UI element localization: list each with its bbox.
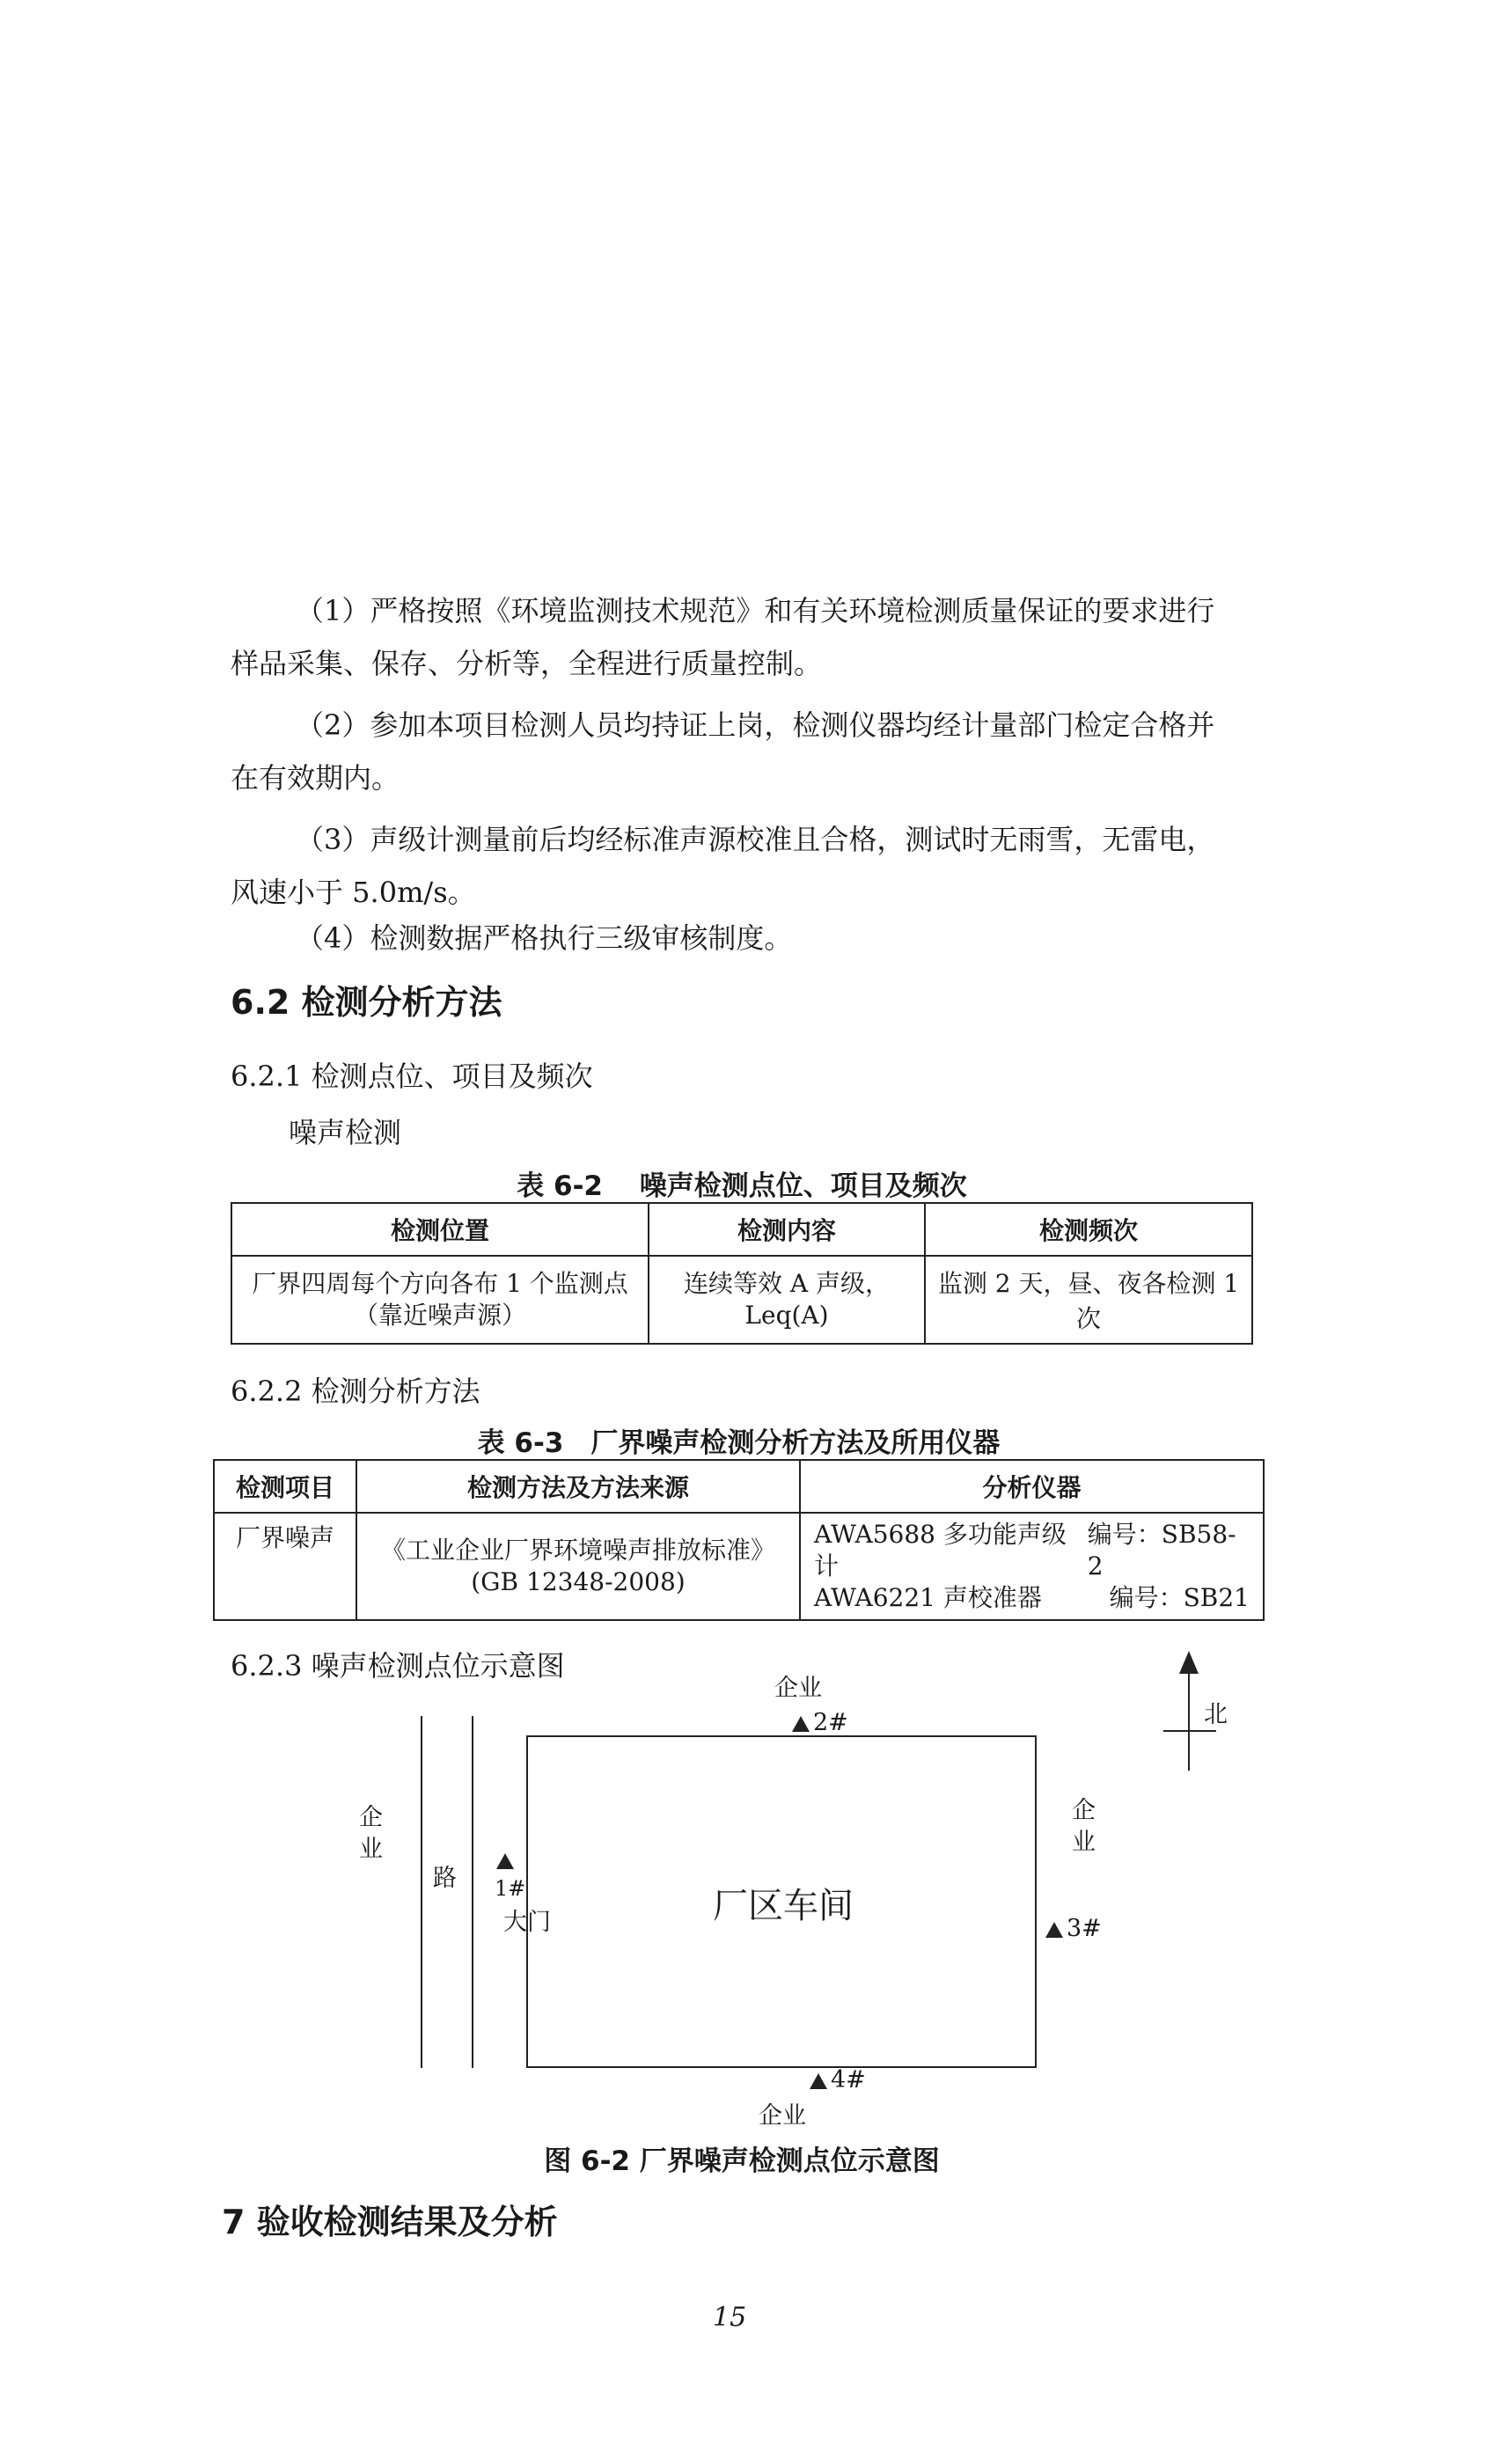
section-heading-7: 7 验收检测结果及分析 — [222, 2203, 558, 2241]
north-arrow-shaft — [1188, 1672, 1190, 1771]
table-header: 检测项目 — [214, 1460, 356, 1513]
table-header: 检测位置 — [231, 1203, 649, 1256]
qc-item-2-line1: （2）参加本项目检测人员均持证上岗，检测仪器均经计量部门检定合格并 — [296, 708, 1215, 742]
section-heading-6-2: 6.2 检测分析方法 — [231, 983, 502, 1022]
page-number: 15 — [713, 2302, 747, 2333]
map-point-2: 2# — [792, 1709, 848, 1736]
triangle-marker-icon — [810, 2073, 827, 2089]
section-heading-6-2-2: 6.2.2 检测分析方法 — [231, 1375, 480, 1408]
figure-6-2-caption: 图 6-2 厂界噪声检测点位示意图 — [544, 2145, 940, 2177]
position-line2: （靠近噪声源） — [353, 1301, 526, 1330]
instrument-2-name: AWA6221 声校准器 — [814, 1583, 1042, 1612]
map-enterprise-south: 企业 — [759, 2102, 806, 2130]
road-line-left — [421, 1716, 422, 2068]
method-line2: (GB 12348-2008) — [471, 1567, 686, 1596]
map-enterprise-west: 企 业 — [359, 1804, 383, 1863]
map-road-label: 路 — [433, 1865, 457, 1892]
table-header: 检测频次 — [925, 1203, 1252, 1256]
map-gate-label: 大门 — [503, 1909, 551, 1936]
qc-item-1-line1: （1）严格按照《环境监测技术规范》和有关环境检测质量保证的要求进行 — [296, 594, 1215, 627]
map-enterprise-east: 企 业 — [1072, 1797, 1096, 1856]
qc-item-1-line2: 样品采集、保存、分析等，全程进行质量控制。 — [231, 647, 823, 680]
instrument-2-number: 编号：SB21 — [1109, 1583, 1250, 1612]
triangle-marker-icon — [792, 1716, 810, 1732]
table-6-3-caption: 表 6-3 厂界噪声检测分析方法及所用仪器 — [477, 1427, 1001, 1459]
map-point-1-marker — [496, 1852, 517, 1869]
map-north-label: 北 — [1204, 1701, 1228, 1728]
map-workshop-label: 厂区车间 — [713, 1886, 854, 1926]
table-cell-item: 厂界噪声 — [214, 1513, 356, 1620]
map-point-3: 3# — [1045, 1915, 1102, 1942]
qc-item-3-line2: 风速小于 5.0m/s。 — [231, 876, 476, 909]
north-arrow-icon — [1179, 1651, 1199, 1674]
qc-item-4: （4）检测数据严格执行三级审核制度。 — [296, 921, 793, 955]
section-heading-6-2-1: 6.2.1 检测点位、项目及频次 — [231, 1060, 593, 1093]
table-header: 检测内容 — [649, 1203, 925, 1256]
content-line1: 连续等效 A 声级， — [683, 1269, 891, 1298]
qc-item-2-line2: 在有效期内。 — [231, 761, 400, 795]
method-line1: 《工业企业厂界环境噪声排放标准》 — [380, 1536, 775, 1565]
triangle-marker-icon — [496, 1853, 514, 1869]
triangle-marker-icon — [1045, 1922, 1063, 1938]
table-cell-frequency: 监测 2 天，昼、夜各检测 1 次 — [925, 1256, 1252, 1344]
north-arrow-crossbar — [1163, 1730, 1216, 1732]
table-header: 分析仪器 — [800, 1460, 1264, 1513]
table-6-2-caption: 表 6-2 噪声检测点位、项目及频次 — [517, 1170, 967, 1202]
map-point-4: 4# — [810, 2066, 866, 2094]
map-point-1-label: 1# — [495, 1876, 526, 1901]
instrument-1-name: AWA5688 多功能声级计 — [814, 1520, 1067, 1580]
qc-item-3-line1: （3）声级计测量前后均经标准声源校准且合格，测试时无雨雪，无雷电， — [296, 823, 1215, 856]
instrument-1-number: 编号：SB58-2 — [1087, 1520, 1236, 1580]
position-line1: 厂界四周每个方向各布 1 个监测点 — [252, 1269, 628, 1298]
road-line-right — [472, 1716, 473, 2068]
content-line2: Leq(A) — [744, 1301, 829, 1330]
noise-detection-label: 噪声检测 — [289, 1116, 402, 1149]
section-heading-6-2-3: 6.2.3 噪声检测点位示意图 — [231, 1649, 565, 1683]
table-header: 检测方法及方法来源 — [356, 1460, 800, 1513]
map-enterprise-north: 企业 — [774, 1675, 822, 1702]
